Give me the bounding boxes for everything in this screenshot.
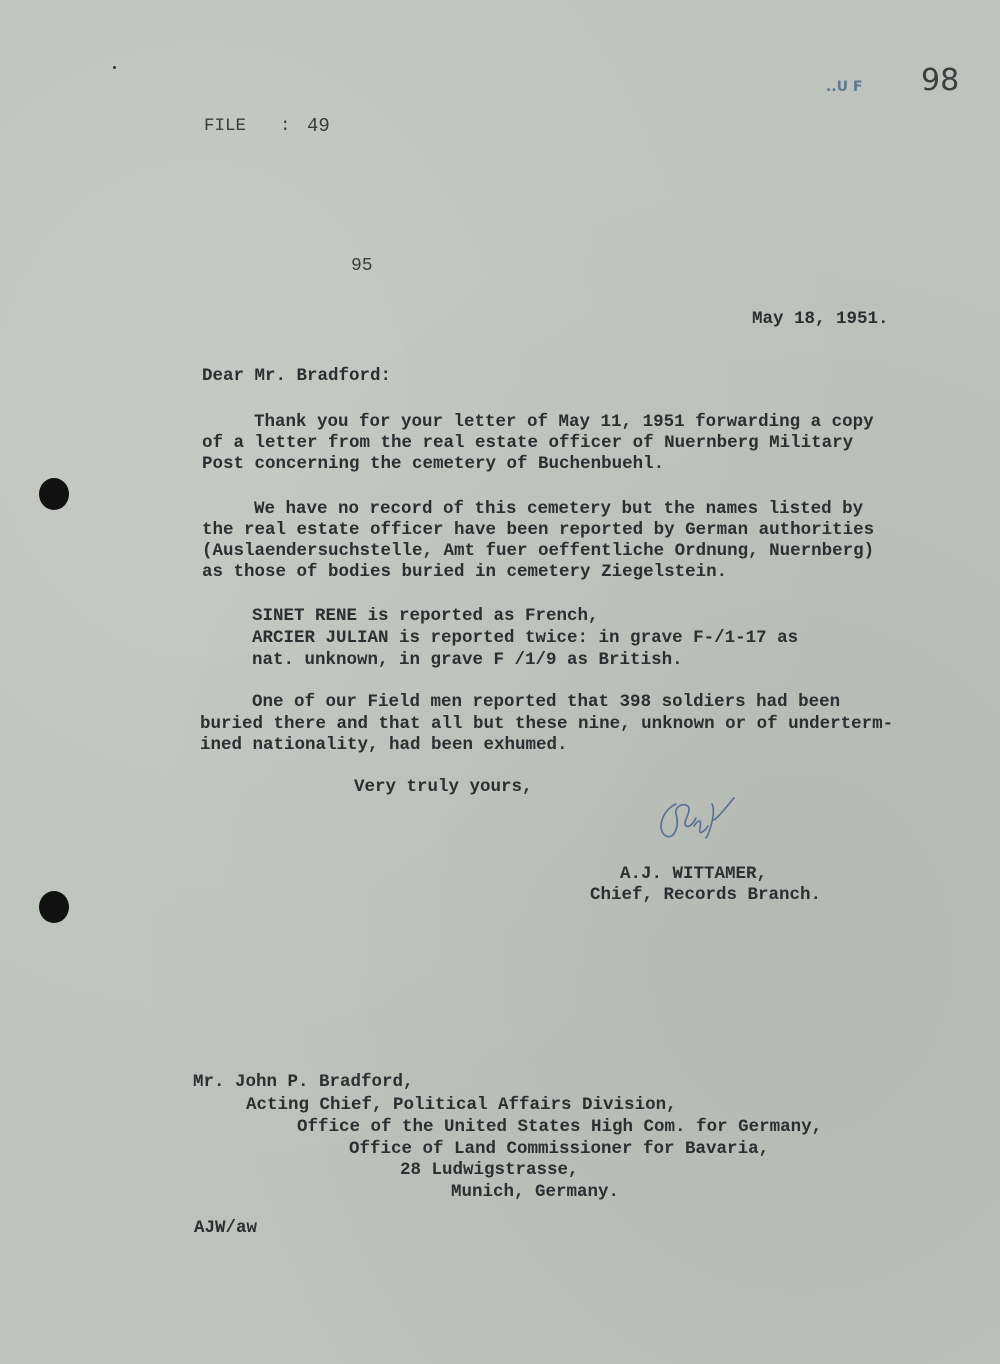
page-number: 98 [921, 63, 960, 98]
speck-mark [113, 66, 116, 69]
reference-number: 95 [351, 256, 373, 276]
paragraph-line: buried there and that all but these nine, unknown or of underterm- [200, 714, 894, 734]
signer-name: A.J. WITTAMER, [620, 864, 768, 884]
paragraph-line: One of our Field men reported that 398 soldiers had been [252, 692, 841, 712]
salutation: Dear Mr. Bradford: [202, 366, 392, 386]
paragraph-line: ARCIER JULIAN is reported twice: in grave F-/1-17 as [252, 628, 799, 648]
typist-initials: AJW/aw [194, 1218, 258, 1238]
paragraph-line: Thank you for your letter of May 11, 1951 forwarding a copy [254, 412, 874, 432]
address-line: Mr. John P. Bradford, [193, 1072, 414, 1092]
file-label: FILE [204, 116, 247, 136]
paragraph-line: (Auslaendersuchstelle, Amt fuer oeffentliche Ordnung, Nuernberg) [202, 541, 875, 561]
handwritten-signature [652, 792, 742, 852]
punch-hole-top [39, 478, 69, 510]
closing: Very truly yours, [354, 777, 533, 797]
paragraph-line: ined nationality, had been exhumed. [200, 735, 568, 755]
paragraph-line: the real estate officer have been reported by German authorities [202, 520, 875, 540]
paragraph-line: of a letter from the real estate officer of Nuernberg Military [202, 433, 854, 453]
paragraph-line: as those of bodies buried in cemetery Ziegelstein. [202, 562, 728, 582]
paragraph-line: nat. unknown, in grave F /1/9 as British. [252, 650, 683, 670]
paragraph-line: We have no record of this cemetery but the names listed by [254, 499, 864, 519]
address-line: Office of the United States High Com. for Germany, [297, 1117, 823, 1137]
address-line: Acting Chief, Political Affairs Division, [246, 1095, 677, 1115]
file-colon: : [280, 116, 291, 136]
archive-stamp: ..U F [826, 79, 863, 95]
punch-hole-bottom [39, 891, 69, 923]
paragraph-line: Post concerning the cemetery of Buchenbuehl. [202, 454, 665, 474]
letter-date: May 18, 1951. [752, 309, 889, 329]
signer-title: Chief, Records Branch. [590, 885, 822, 905]
paragraph-line: SINET RENE is reported as French, [252, 606, 599, 626]
address-line: Office of Land Commissioner for Bavaria, [349, 1139, 770, 1159]
file-number: 49 [307, 115, 330, 137]
address-line: Munich, Germany. [451, 1182, 620, 1202]
address-line: 28 Ludwigstrasse, [400, 1160, 579, 1180]
